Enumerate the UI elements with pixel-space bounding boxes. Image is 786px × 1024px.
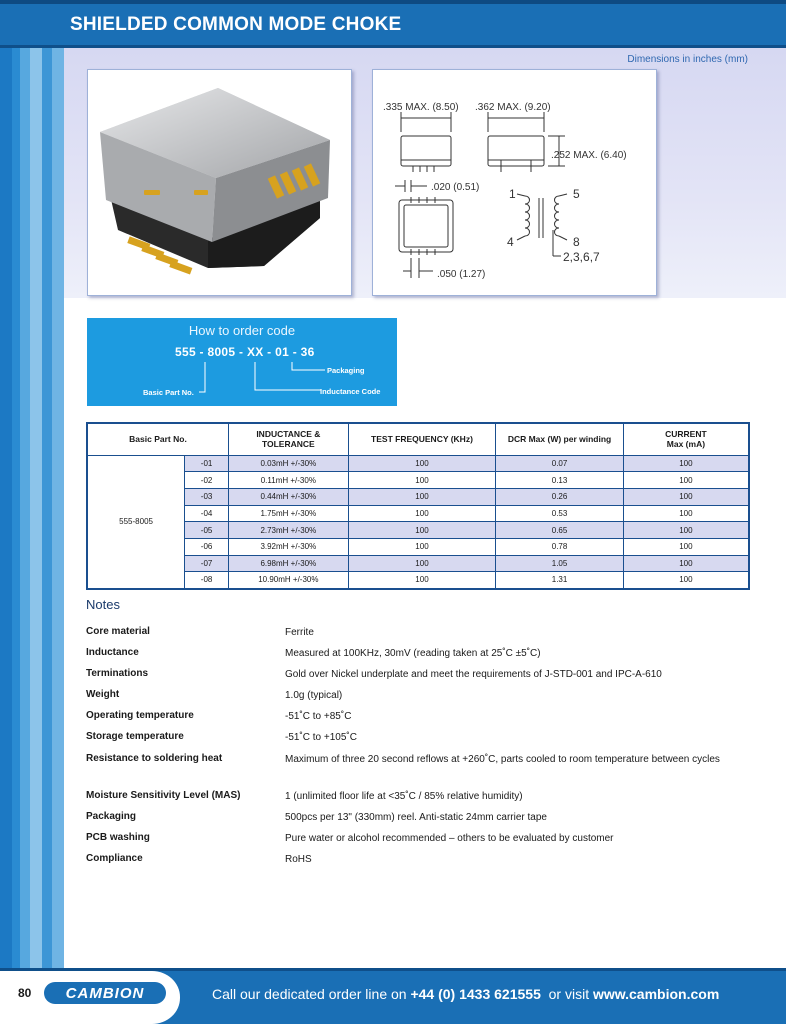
suffix-cell: -01 [185,455,229,472]
note-value: -51˚C to +105˚C [285,732,357,743]
frequency-cell: 100 [348,505,496,522]
inductance-cell: 2.73mH +/-30% [229,522,349,539]
dim-pin-pitch: .050 (1.27) [437,269,486,280]
current-cell: 100 [623,455,749,472]
dcr-cell: 1.31 [496,572,624,589]
pin-4-label: 4 [507,235,514,249]
dim-width: .362 MAX. (9.20) [475,102,551,113]
footer-text-mid: or visit [540,986,593,1002]
frequency-cell: 100 [348,538,496,555]
col-header-current: CURRENT Max (mA) [623,423,749,455]
note-label: Operating temperature [86,710,194,721]
note-label: Moisture Sensitivity Level (MAS) [86,790,241,801]
dcr-cell: 0.07 [496,455,624,472]
dimension-drawing [372,69,657,296]
col-header-inductance: INDUCTANCE & TOLERANCE [229,423,349,455]
note-value: Ferrite [285,627,314,638]
spec-table [86,422,750,590]
dcr-cell: 0.13 [496,472,624,489]
frequency-cell: 100 [348,455,496,472]
dcr-cell: 1.05 [496,555,624,572]
basic-part-label: Basic Part No. [143,388,194,397]
inductance-code-label: Inductance Code [320,387,381,396]
inductance-cell: 0.03mH +/-30% [229,455,349,472]
page-title: SHIELDED COMMON MODE CHOKE [70,14,402,35]
inductance-cell: 1.75mH +/-30% [229,505,349,522]
frequency-cell: 100 [348,522,496,539]
suffix-cell: -03 [185,488,229,505]
notes-title: Notes [86,597,120,612]
current-cell: 100 [623,555,749,572]
dcr-cell: 0.53 [496,505,624,522]
note-value: RoHS [285,854,312,865]
suffix-cell: -02 [185,472,229,489]
dim-height: .252 MAX. (6.40) [551,150,627,161]
dim-pin-width: .020 (0.51) [431,182,480,193]
col-header-frequency: TEST FREQUENCY (KHz) [348,423,496,455]
left-decorative-stripes [0,0,64,1024]
inductance-cell: 0.11mH +/-30% [229,472,349,489]
inductance-cell: 10.90mH +/-30% [229,572,349,589]
table-row [87,488,749,505]
frequency-cell: 100 [348,472,496,489]
footer-text-prefix: Call our dedicated order line on [212,986,411,1002]
product-photo [87,69,352,296]
dcr-cell: 0.26 [496,488,624,505]
suffix-cell: -05 [185,522,229,539]
suffix-cell: -04 [185,505,229,522]
current-cell: 100 [623,522,749,539]
table-row [87,455,749,472]
col-header-dcr: DCR Max (W) per winding [496,423,624,455]
suffix-cell: -06 [185,538,229,555]
dcr-cell: 0.65 [496,522,624,539]
table-row [87,538,749,555]
table-row [87,572,749,589]
inductance-cell: 6.98mH +/-30% [229,555,349,572]
inductance-cell: 0.44mH +/-30% [229,488,349,505]
order-code-example: 555 - 8005 - XX - 01 - 36 [175,345,315,359]
cambion-logo [43,980,168,1006]
note-value: Gold over Nickel underplate and meet the requirements of J-STD-001 and IPC-A-610 [285,669,662,680]
note-label: Inductance [86,647,139,658]
note-label: Terminations [86,668,149,679]
current-cell: 100 [623,572,749,589]
inductance-cell: 3.92mH +/-30% [229,538,349,555]
order-code-title: How to order code [188,323,296,338]
header-top-line [0,0,786,4]
col-header-basic-part: Basic Part No. [87,423,229,455]
table-row [87,505,749,522]
table-row [87,472,749,489]
note-value: 500pcs per 13" (330mm) reel. Anti-static 24mm carrier tape [285,812,547,823]
note-label: Resistance to soldering heat [86,753,223,764]
suffix-cell: -07 [185,555,229,572]
note-value: Measured at 100KHz, 30mV (reading taken at 25˚C ±5˚C) [285,648,541,659]
current-cell: 100 [623,488,749,505]
order-code-box [87,318,397,406]
current-cell: 100 [623,505,749,522]
pin-nc-label: 2,3,6,7 [563,250,600,264]
note-label: Storage temperature [86,731,184,742]
svg-text:CAMBION: CAMBION [65,985,145,1002]
note-value: 1 (unlimited floor life at <35˚C / 85% relative humidity) [285,791,523,802]
note-value: 1.0g (typical) [285,690,343,701]
table-row [87,522,749,539]
note-value: -51˚C to +85˚C [285,711,352,722]
frequency-cell: 100 [348,572,496,589]
note-label: Compliance [86,853,143,864]
note-value: Maximum of three 20 second reflows at +260˚C, parts cooled to room temperature between cycles [285,754,720,765]
dim-depth: .335 MAX. (8.50) [383,102,459,113]
base-part-cell: 555-8005 [87,455,185,589]
suffix-cell: -08 [185,572,229,589]
page-number: 80 [18,986,32,1000]
note-label: Packaging [86,811,137,822]
frequency-cell: 100 [348,555,496,572]
note-label: PCB washing [86,832,150,843]
note-label: Weight [86,689,120,700]
current-cell: 100 [623,538,749,555]
footer-contact-line [212,986,719,1002]
packaging-label: Packaging [327,366,365,375]
footer-website-link[interactable]: www.cambion.com [592,986,720,1002]
note-label: Core material [86,626,150,637]
frequency-cell: 100 [348,488,496,505]
table-row [87,555,749,572]
dcr-cell: 0.78 [496,538,624,555]
note-value: Pure water or alcohol recommended – others to be evaluated by customer [285,833,614,844]
pin-1-label: 1 [509,187,516,201]
table-header-row [87,423,749,455]
dimensions-note: Dimensions in inches (mm) [627,54,748,65]
current-cell: 100 [623,472,749,489]
pin-5-label: 5 [573,187,580,201]
pin-8-label: 8 [573,235,580,249]
footer-phone: +44 (0) 1433 621555 [410,986,541,1002]
